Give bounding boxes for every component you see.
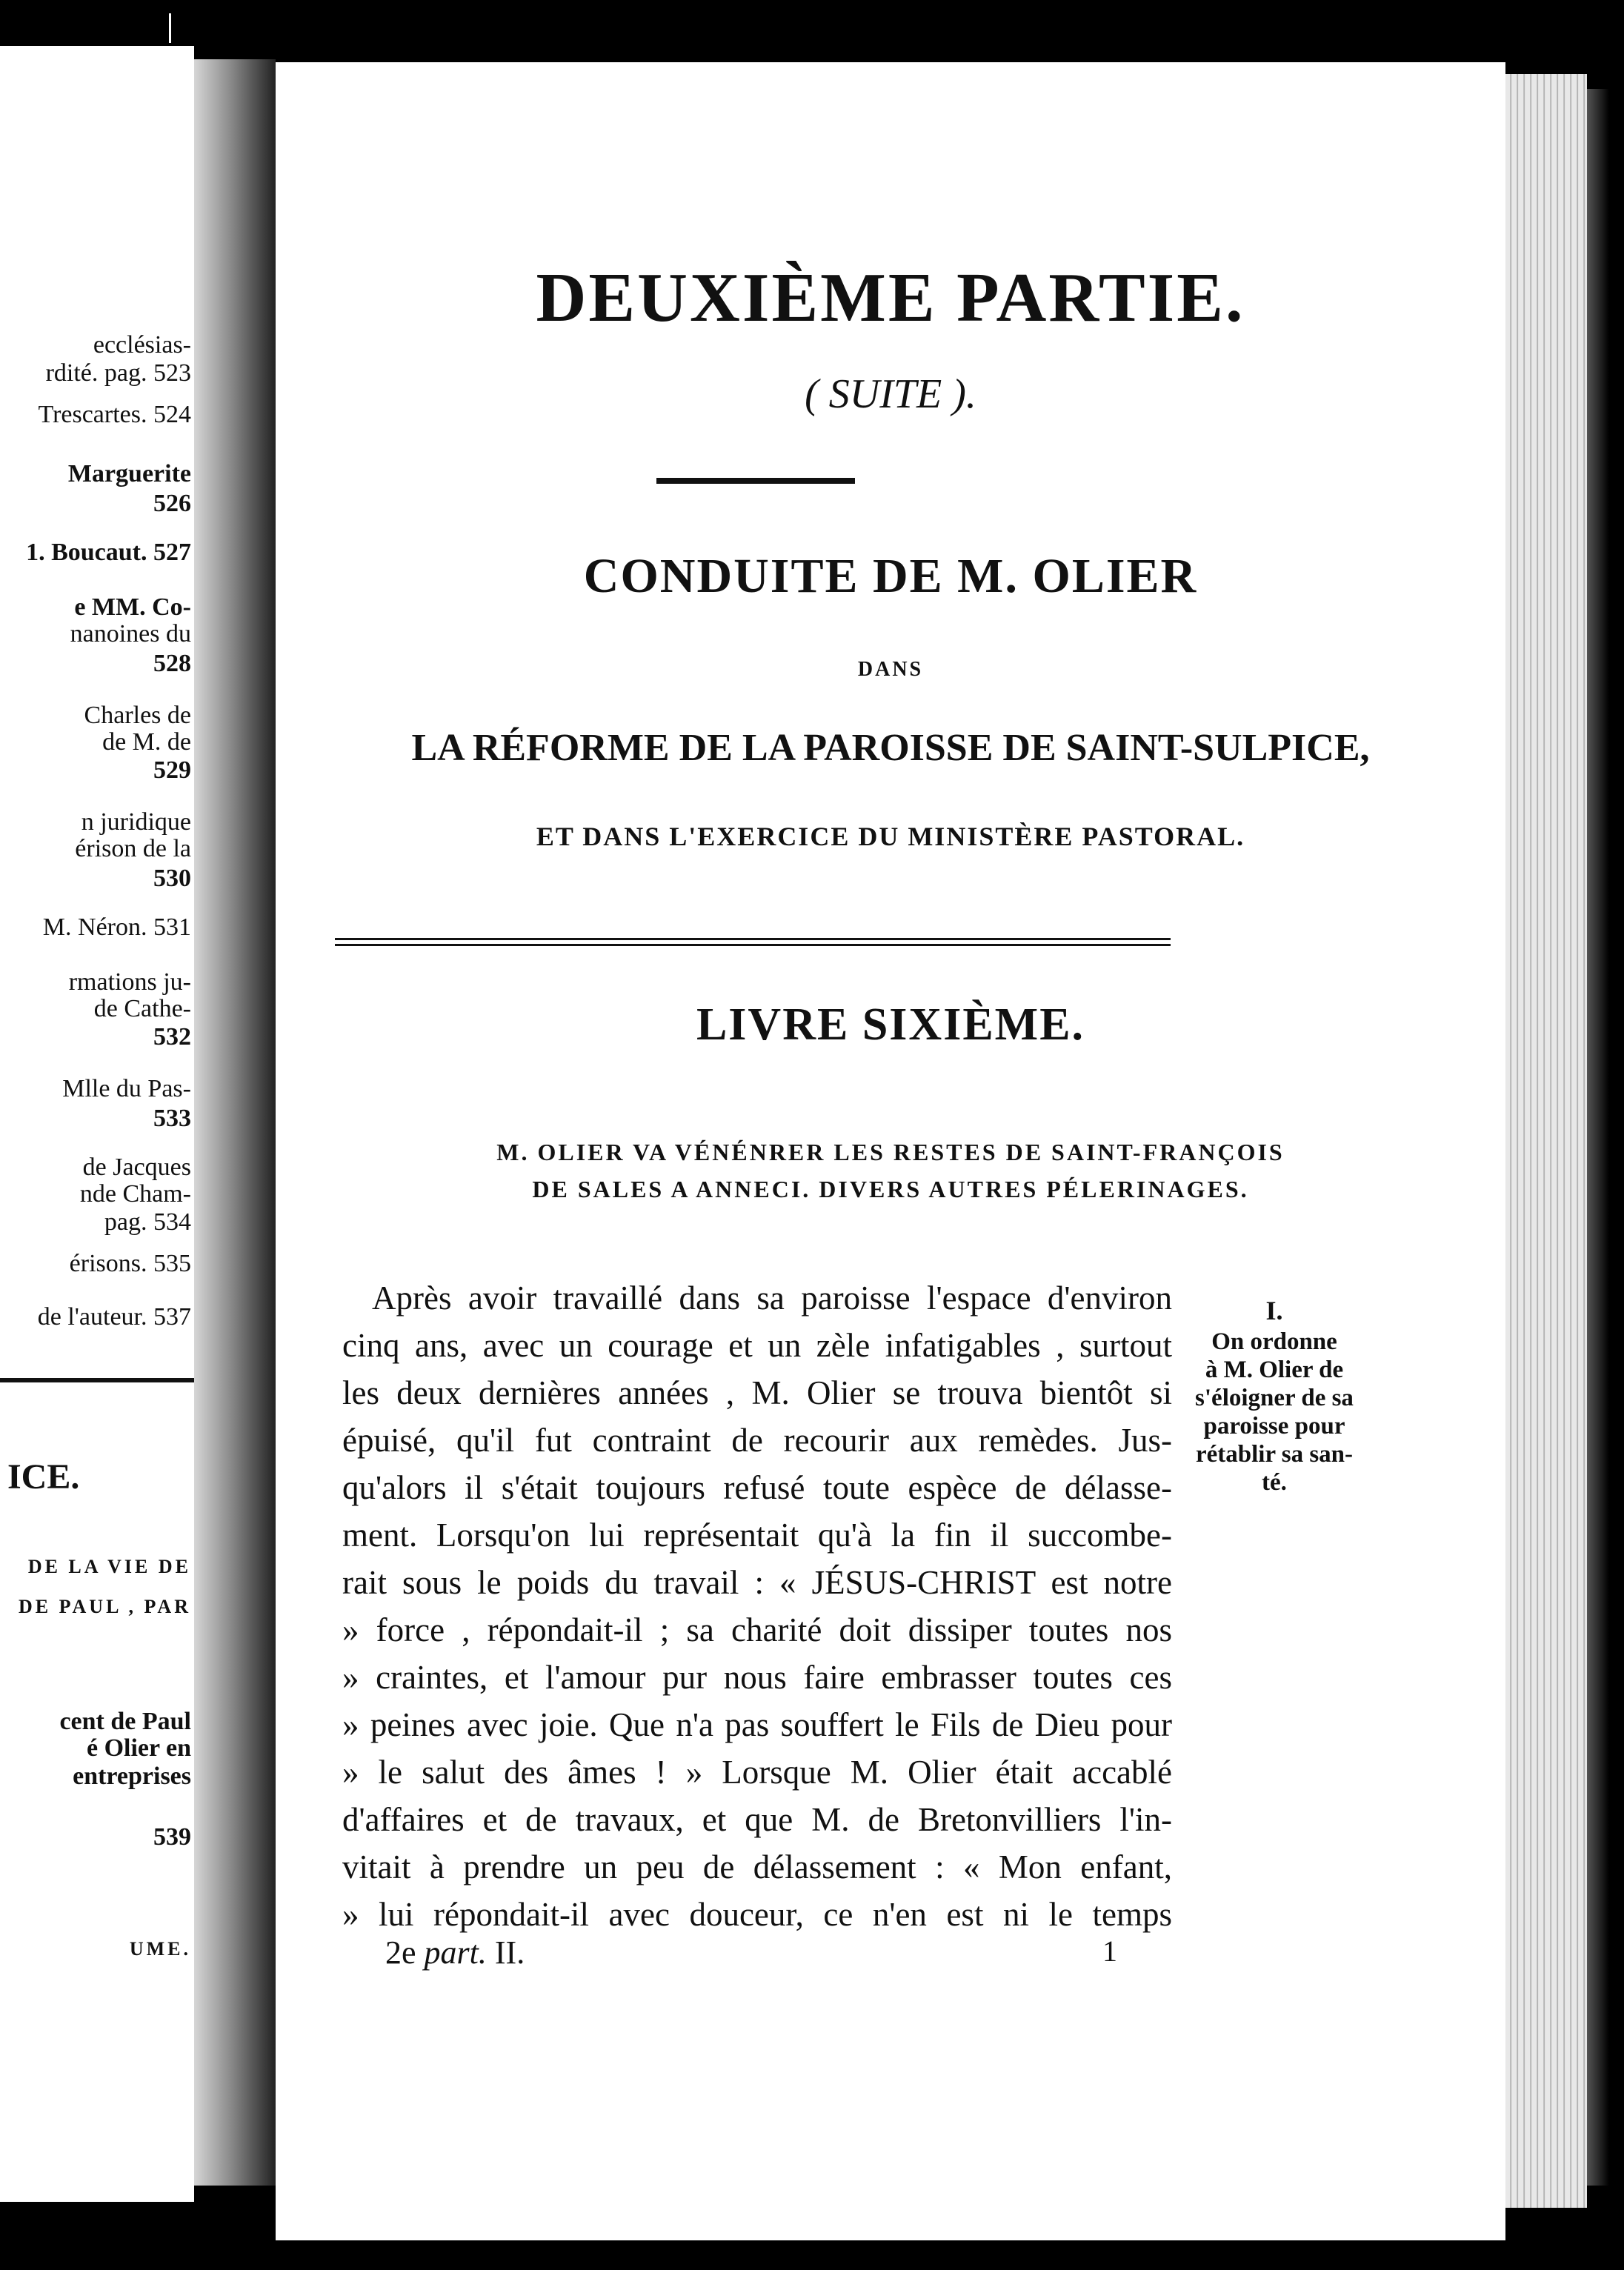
scan-mark bbox=[169, 13, 171, 43]
book-title: LIVRE SIXIÈME. bbox=[696, 999, 1085, 1050]
index-line: entreprises bbox=[73, 1763, 191, 1790]
summary-line-1: M. OLIER VA VÉNÉNRER LES RESTES DE SAINT-FRANÇOIS bbox=[496, 1139, 1285, 1165]
body-line: qu'alors il s'était toujours refusé toute espèce de délasse- bbox=[342, 1469, 1172, 1506]
body-line: » force , répondait-il ; sa charité doit dissiper toutes nos bbox=[342, 1611, 1172, 1648]
index-line: é Olier en bbox=[87, 1734, 191, 1762]
page-edge-shadow bbox=[1587, 89, 1609, 2186]
index-line: 533 bbox=[153, 1105, 191, 1132]
signature-part: part. bbox=[424, 1934, 487, 1971]
body-line: Après avoir travaillé dans sa paroisse l'espace d'environ bbox=[372, 1279, 1172, 1317]
marginal-line: paroisse pour bbox=[1203, 1413, 1345, 1439]
left-heading: ICE. bbox=[7, 1457, 80, 1497]
body-line: » peines avec joie. Que n'a pas souffert le Fils de Dieu pour bbox=[342, 1706, 1172, 1743]
index-line: Trescartes. 524 bbox=[38, 401, 191, 428]
index-line: n juridique bbox=[81, 808, 191, 836]
index-line: de Cathe- bbox=[93, 995, 191, 1022]
summary-line-2: DE SALES A ANNECI. DIVERS AUTRES PÉLERINAGES. bbox=[532, 1176, 1249, 1202]
body-line: épuisé, qu'il fut contraint de recourir aux remèdes. Jus- bbox=[342, 1422, 1172, 1459]
index-line: cent de Paul bbox=[59, 1708, 191, 1735]
body-line: » le salut des âmes ! » Lorsque M. Olier était accablé bbox=[342, 1754, 1172, 1791]
index-line: nanoines du bbox=[70, 620, 191, 648]
title-rule bbox=[656, 478, 855, 484]
chapter-summary bbox=[276, 1134, 1505, 1208]
body-line: cinq ans, avec un courage et un zèle infatigables , surtout bbox=[342, 1327, 1172, 1364]
body-line: vitait à prendre un peu de délassement : « Mon enfant, bbox=[342, 1848, 1172, 1885]
index-line: 526 bbox=[153, 490, 191, 517]
index-line: de M. de bbox=[102, 728, 191, 756]
signature-mark bbox=[385, 1934, 525, 1971]
part-title: DEUXIÈME PARTIE. bbox=[536, 259, 1245, 336]
index-line: érison de la bbox=[75, 835, 191, 862]
double-rule-bottom bbox=[335, 944, 1171, 946]
marginal-line: té. bbox=[1262, 1469, 1287, 1496]
index-line: de l'auteur. 537 bbox=[37, 1303, 191, 1331]
marginal-line: à M. Olier de bbox=[1205, 1357, 1344, 1383]
page-edge bbox=[1505, 74, 1587, 2208]
index-caps-line: DE PAUL , PAR bbox=[18, 1596, 191, 1617]
body-line: » lui répondait-il avec douceur, ce n'en est ni le temps bbox=[342, 1896, 1172, 1933]
index-line: nde Cham- bbox=[79, 1180, 191, 1208]
index-line: Marguerite bbox=[67, 460, 191, 487]
index-line: 532 bbox=[153, 1023, 191, 1051]
index-caps-line: DE LA VIE DE bbox=[27, 1556, 191, 1577]
section-subtitle-2: ET DANS L'EXERCICE DU MINISTÈRE PASTORAL. bbox=[536, 822, 1245, 851]
index-line: rdité. pag. 523 bbox=[45, 359, 191, 387]
section-connector: DANS bbox=[857, 658, 924, 681]
body-line: rait sous le poids du travail : « JÉSUS-CHRIST est notre bbox=[342, 1564, 1172, 1601]
marginal-line: On ordonne bbox=[1211, 1328, 1337, 1355]
index-line: 530 bbox=[153, 865, 191, 892]
section-title: CONDUITE DE M. OLIER bbox=[583, 549, 1198, 603]
index-line: M. Néron. 531 bbox=[42, 913, 191, 941]
body-text bbox=[342, 1274, 1172, 1938]
index-line: Charles de bbox=[84, 702, 191, 729]
marginal-number: I. bbox=[1265, 1296, 1283, 1325]
signature-prefix: 2e bbox=[385, 1934, 416, 1971]
index-line: érisons. 535 bbox=[69, 1250, 191, 1277]
page-number: 1 bbox=[1102, 1934, 1117, 1968]
index-line: 539 bbox=[153, 1823, 191, 1851]
index-line: 528 bbox=[153, 650, 191, 677]
marginal-note bbox=[1178, 1297, 1371, 1497]
index-line: de Jacques bbox=[82, 1154, 191, 1181]
body-line: » craintes, et l'amour pur nous faire embrasser toutes ces bbox=[342, 1659, 1172, 1696]
index-line: 529 bbox=[153, 756, 191, 784]
index-line: e MM. Co- bbox=[74, 593, 191, 621]
marginal-line: rétablir sa san- bbox=[1195, 1441, 1354, 1468]
section-subtitle-1: LA RÉFORME DE LA PAROISSE DE SAINT-SULPICE, bbox=[411, 727, 1370, 769]
index-line: 1. Boucaut. 527 bbox=[26, 539, 191, 566]
body-line: ment. Lorsqu'on lui représentait qu'à la fin il succombe- bbox=[342, 1517, 1172, 1554]
body-line: les deux dernières années , M. Olier se trouva bientôt si bbox=[342, 1374, 1172, 1411]
left-page bbox=[0, 46, 194, 2202]
index-rule bbox=[0, 1378, 194, 1382]
index-line: Mlle du Pas- bbox=[62, 1075, 191, 1102]
marginal-line: s'éloigner de sa bbox=[1195, 1385, 1354, 1411]
book-gutter bbox=[194, 59, 276, 2186]
body-line: d'affaires et de travaux, et que M. de Bretonvilliers l'in- bbox=[342, 1801, 1172, 1838]
index-line: ecclésias- bbox=[93, 331, 191, 359]
double-rule-top bbox=[335, 938, 1171, 940]
index-line: pag. 534 bbox=[104, 1208, 191, 1236]
signature-suffix: II. bbox=[494, 1934, 525, 1971]
index-line: rmations ju- bbox=[68, 968, 191, 996]
left-bottom-caps: UME. bbox=[129, 1938, 191, 1960]
part-subtitle: ( SUITE ). bbox=[805, 371, 976, 417]
